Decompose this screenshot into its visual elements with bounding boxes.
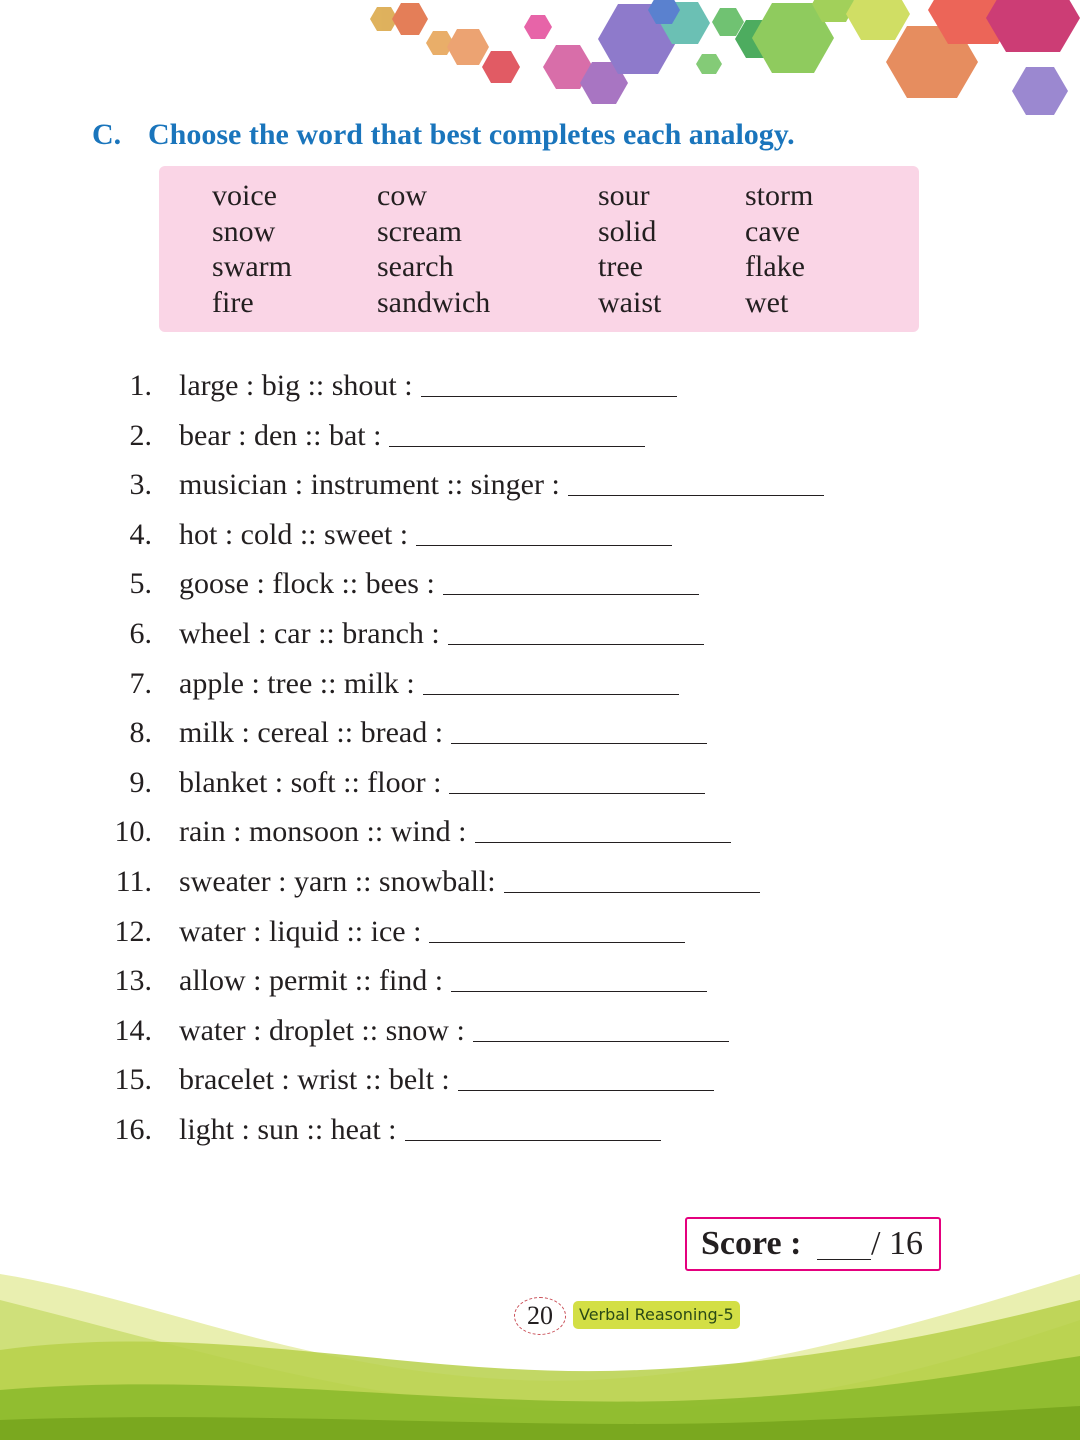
answer-blank[interactable] bbox=[568, 465, 824, 496]
question-number: 15. bbox=[114, 1063, 152, 1097]
question-number: 13. bbox=[114, 964, 152, 998]
decorative-waves bbox=[0, 1260, 1080, 1440]
question-number: 2. bbox=[129, 418, 152, 452]
question-text: bracelet : wrist :: belt : bbox=[179, 1063, 450, 1097]
page-number: 20 bbox=[514, 1297, 566, 1335]
question-number: 4. bbox=[129, 517, 152, 551]
answer-blank[interactable] bbox=[449, 763, 705, 794]
question-text: blanket : soft :: floor : bbox=[179, 765, 442, 799]
word-bank-word: sandwich bbox=[377, 285, 491, 319]
word-bank-word: swarm bbox=[212, 250, 292, 283]
word-bank-word: solid bbox=[598, 214, 657, 248]
question-text: light : sun :: heat : bbox=[179, 1113, 397, 1146]
answer-blank[interactable] bbox=[389, 416, 645, 447]
word-bank-word: snow bbox=[212, 214, 276, 248]
word-bank-column-3 bbox=[598, 178, 661, 320]
word-bank-column-1 bbox=[212, 178, 292, 320]
score-total: / 16 bbox=[871, 1225, 923, 1262]
answer-blank[interactable] bbox=[448, 614, 704, 645]
answer-blank[interactable] bbox=[451, 961, 707, 992]
question-number: 9. bbox=[129, 765, 152, 799]
question-text: hot : cold :: sweet : bbox=[179, 517, 409, 551]
word-bank-word: fire bbox=[212, 285, 254, 319]
question-text: large : big :: shout : bbox=[179, 369, 413, 402]
score-box bbox=[685, 1217, 941, 1271]
exercise-letter: C. bbox=[92, 118, 122, 151]
question-text: musician : instrument :: singer : bbox=[179, 468, 560, 502]
word-bank-column-4 bbox=[745, 178, 813, 320]
question-number: 16. bbox=[114, 1113, 152, 1146]
question-text: goose : flock :: bees : bbox=[179, 567, 435, 601]
question-text: water : droplet :: snow : bbox=[179, 1013, 465, 1047]
question-text: sweater : yarn :: snowball: bbox=[179, 865, 496, 898]
question-text: rain : monsoon :: wind : bbox=[179, 815, 467, 849]
question-number: 3. bbox=[129, 468, 152, 502]
question-text: water : liquid :: ice : bbox=[179, 914, 422, 948]
question-text: bear : den :: bat : bbox=[179, 418, 382, 452]
word-bank-word: search bbox=[377, 250, 454, 283]
word-bank-word: scream bbox=[377, 214, 462, 248]
answer-blank[interactable] bbox=[405, 1110, 661, 1141]
score-label: Score : bbox=[701, 1225, 802, 1262]
answer-blank[interactable] bbox=[473, 1011, 729, 1042]
question-number: 5. bbox=[129, 567, 152, 601]
answer-blank[interactable] bbox=[443, 564, 699, 595]
word-bank-word: cow bbox=[377, 179, 427, 212]
exercise-instruction: Choose the word that best completes each analogy. bbox=[148, 118, 795, 151]
word-bank-word: storm bbox=[745, 179, 814, 212]
word-bank-word: wet bbox=[745, 285, 789, 319]
answer-blank[interactable] bbox=[421, 366, 677, 397]
answer-blank[interactable] bbox=[429, 912, 685, 943]
word-bank bbox=[159, 166, 919, 332]
book-title: Verbal Reasoning-5 bbox=[573, 1301, 740, 1329]
question-text: apple : tree :: milk : bbox=[179, 666, 415, 700]
decorative-hexagons bbox=[0, 0, 1080, 130]
answer-blank[interactable] bbox=[423, 664, 679, 695]
answer-blank[interactable] bbox=[504, 862, 760, 893]
exercise-heading bbox=[92, 118, 795, 152]
word-bank-word: flake bbox=[745, 250, 805, 283]
question-number: 8. bbox=[129, 716, 152, 750]
question-text: allow : permit :: find : bbox=[179, 964, 444, 998]
question-text: milk : cereal :: bread : bbox=[179, 716, 444, 750]
word-bank-word: tree bbox=[598, 250, 643, 283]
question-text: wheel : car :: branch : bbox=[179, 617, 440, 650]
question-number: 14. bbox=[114, 1013, 152, 1047]
question-number: 10. bbox=[114, 815, 152, 849]
answer-blank[interactable] bbox=[458, 1060, 714, 1091]
question-number: 1. bbox=[129, 369, 152, 402]
word-bank-word: waist bbox=[598, 285, 662, 319]
word-bank-column-2 bbox=[377, 178, 490, 320]
word-bank-word: cave bbox=[745, 214, 800, 248]
word-bank-word: voice bbox=[212, 179, 277, 212]
answer-blank[interactable] bbox=[451, 713, 707, 744]
question-number: 7. bbox=[129, 666, 152, 700]
question-number: 6. bbox=[129, 617, 152, 650]
score-blank[interactable] bbox=[817, 1229, 871, 1260]
answer-blank[interactable] bbox=[416, 515, 672, 546]
question-number: 11. bbox=[115, 865, 152, 898]
word-bank-word: sour bbox=[598, 179, 650, 212]
question-number: 12. bbox=[114, 914, 152, 948]
answer-blank[interactable] bbox=[475, 812, 731, 843]
